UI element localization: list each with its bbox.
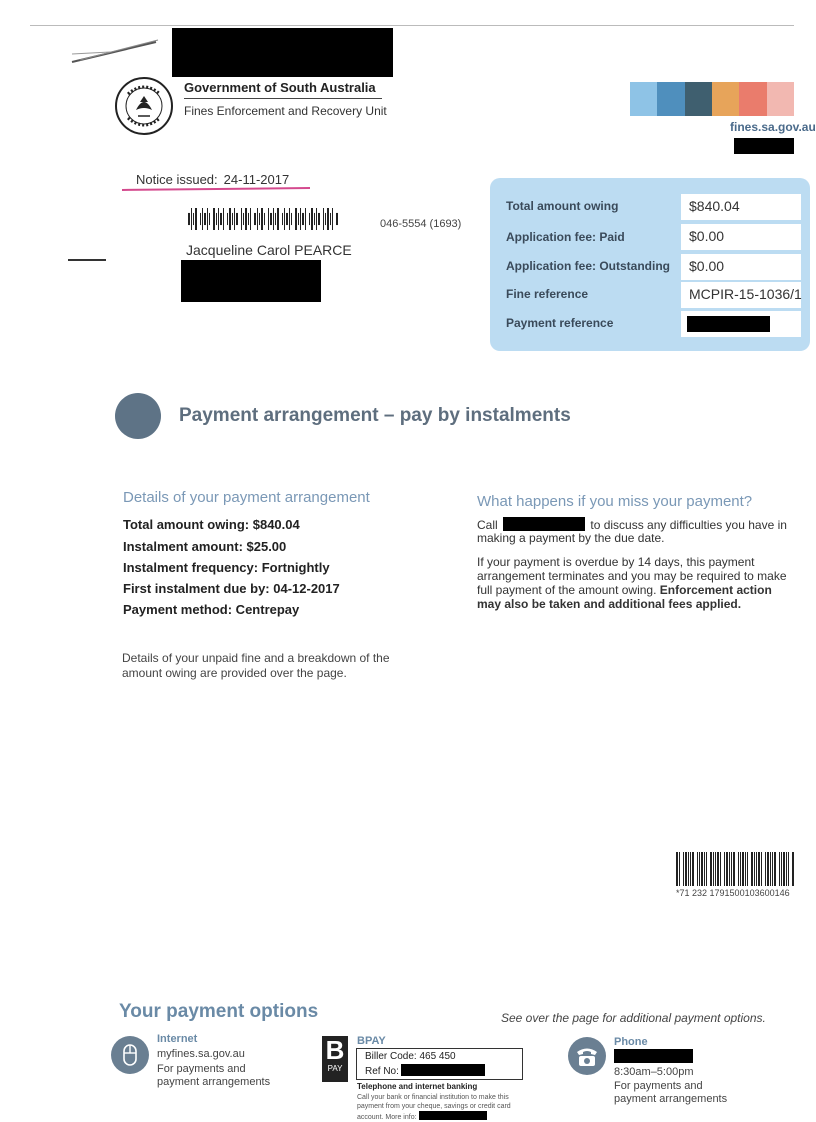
barcode-bar [717, 852, 719, 886]
detail-total: Total amount owing: $840.04 [123, 517, 300, 532]
detail-method: Payment method: Centrepay [123, 602, 300, 617]
barcode-bar [701, 852, 703, 886]
barcode-bar [715, 852, 716, 886]
payment-barcode [676, 852, 794, 886]
barcode-bar [204, 213, 206, 225]
bpay-logo [322, 1036, 348, 1082]
payment-options-title: Your payment options [119, 1001, 319, 1022]
brand-bar [712, 82, 739, 116]
barcode-bar [298, 213, 299, 225]
biller-box [356, 1048, 523, 1080]
barcode-bar [710, 852, 712, 886]
barcode-bar [683, 852, 684, 886]
postal-barcode [188, 208, 338, 230]
brand-bar [739, 82, 766, 116]
barcode-bar [268, 208, 269, 230]
barcode-bar [761, 852, 762, 886]
barcode-bar [257, 208, 258, 230]
signature-pen-mark [70, 38, 160, 64]
barcode-bar [713, 852, 714, 886]
phone-desc: For payments and payment arrangements [614, 1080, 728, 1105]
barcode-bar [311, 208, 313, 230]
detail-instalment-amount: Instalment amount: $25.00 [123, 539, 287, 554]
barcode-bar [245, 208, 247, 230]
summary-label: Total amount owing [506, 199, 619, 213]
highlight-underline [122, 187, 310, 191]
barcode-bar [692, 852, 694, 886]
barcode-bar [325, 213, 326, 225]
barcode-bar [751, 852, 753, 886]
tib-desc: Call your bank or financial institution to make this payment from your cheque, savings or credit card account. More info: [357, 1094, 511, 1121]
missed-call-cont: making a payment by the due date. [477, 531, 665, 545]
internet-desc: For payments and payment arrangements [157, 1063, 271, 1088]
barcode-bar [318, 213, 320, 225]
barcode-bar [742, 852, 744, 886]
call-prefix: Call [477, 518, 498, 532]
see-over-note: See over the page for additional payment options. [501, 1011, 766, 1025]
title-rule [184, 98, 382, 99]
bpay-logo-pay: PAY [327, 1064, 343, 1073]
barcode-bar [336, 213, 338, 225]
barcode-bar [688, 852, 689, 886]
barcode-bar [783, 852, 785, 886]
barcode-number: *71 232 1791500103600146 [676, 888, 790, 898]
notice-label: Notice issued: [136, 172, 218, 187]
redacted-phone-number [614, 1049, 693, 1063]
barcode-bar [232, 213, 233, 225]
call-suffix: to discuss any difficulties you have in [590, 518, 787, 532]
barcode-bar [767, 852, 769, 886]
barcode-bar [209, 213, 210, 225]
bpay-title: BPAY [357, 1035, 386, 1047]
barcode-bar [706, 852, 707, 886]
brand-color-bars [630, 82, 794, 116]
barcode-bar [250, 208, 251, 230]
summary-value: $0.00 [681, 224, 801, 250]
barcode-bar [213, 208, 215, 230]
notice-date: 24-11-2017 [223, 172, 290, 187]
barcode-bar [236, 213, 238, 225]
barcode-bar [704, 852, 705, 886]
barcode-bar [756, 852, 757, 886]
summary-label: Payment reference [506, 316, 614, 330]
mouse-icon [111, 1036, 149, 1074]
barcode-bar [724, 852, 725, 886]
barcode-bar [191, 208, 192, 230]
summary-label: Application fee: Paid [506, 230, 625, 244]
barcode-bar [273, 208, 274, 230]
section-circle-icon [115, 393, 161, 439]
barcode-bar [216, 213, 217, 225]
barcode-bar [720, 852, 721, 886]
summary-value: $840.04 [681, 194, 801, 220]
website-link[interactable]: fines.sa.gov.au [730, 120, 816, 134]
biller-code: Biller Code: 465 450 [365, 1051, 456, 1062]
barcode-bar [259, 213, 260, 225]
barcode-bar [738, 852, 739, 886]
phone-hours: 8:30am–5:00pm [614, 1066, 694, 1078]
barcode-bar [286, 213, 288, 225]
barcode-bar [229, 208, 231, 230]
bpay-logo-b: B [325, 1035, 345, 1065]
government-title: Government of South Australia [184, 80, 376, 95]
barcode-bar [330, 213, 331, 225]
barcode-bar [327, 208, 329, 230]
barcode-bar [270, 213, 272, 225]
barcode-bar [754, 852, 755, 886]
barcode-bar [679, 852, 680, 886]
barcode-bar [747, 852, 748, 886]
redacted-block [172, 28, 393, 77]
barcode-bar [261, 208, 263, 230]
detail-frequency: Instalment frequency: Fortnightly [123, 560, 330, 575]
fold-mark [68, 259, 106, 261]
barcode-bar [731, 852, 732, 886]
barcode-bar [220, 213, 222, 225]
barcode-bar [195, 208, 197, 230]
barcode-bar [241, 208, 242, 230]
barcode-bar [193, 213, 194, 225]
top-rule [30, 25, 794, 26]
barcode-bar [243, 213, 244, 225]
barcode-bar [289, 208, 290, 230]
details-title: Details of your payment arrangement [123, 489, 370, 506]
barcode-bar [745, 852, 746, 886]
ref-label: Ref No: [365, 1066, 399, 1077]
internet-url[interactable]: myfines.sa.gov.au [157, 1048, 245, 1060]
enforcement-text: Enforcement action may also be taken and additional fees applied. [477, 583, 772, 611]
barcode-bar [788, 852, 789, 886]
summary-value: $0.00 [681, 254, 801, 280]
barcode-bar [316, 208, 317, 230]
barcode-bar [309, 213, 310, 225]
barcode-bar [264, 213, 265, 225]
barcode-bar [774, 852, 776, 886]
barcode-bar [227, 213, 228, 225]
ref-no [365, 1064, 514, 1079]
barcode-bar [781, 852, 782, 886]
brand-bar [767, 82, 794, 116]
redacted-ref [401, 1064, 485, 1076]
barcode-bar [772, 852, 773, 886]
phone-icon [568, 1037, 606, 1075]
telephone-banking-title: Telephone and internet banking [357, 1082, 478, 1091]
barcode-bar [188, 213, 190, 225]
barcode-bar [248, 213, 249, 225]
barcode-bar [690, 852, 691, 886]
barcode-bar [300, 208, 301, 230]
brand-bar [630, 82, 657, 116]
barcode-bar [792, 852, 794, 886]
overdue-text: If your payment is overdue by 14 days, this payment arrangement terminates and you may be required to make full payment of the amount owing. [477, 555, 787, 597]
barcode-bar [685, 852, 687, 886]
barcode-bar [277, 208, 279, 230]
barcode-bar [758, 852, 760, 886]
barcode-bar [284, 208, 285, 230]
summary-value: MCPIR-15-1036/1 [681, 282, 801, 308]
barcode-bar [733, 852, 735, 886]
barcode-bar [729, 852, 730, 886]
barcode-bar [223, 208, 224, 230]
barcode-bar [202, 208, 203, 230]
barcode-bar [699, 852, 700, 886]
barcode-bar [779, 852, 780, 886]
barcode-bar [200, 213, 201, 225]
redacted-block [734, 138, 794, 154]
barcode-bar [234, 208, 235, 230]
government-seal-icon [114, 76, 174, 136]
redacted-phone [503, 517, 585, 531]
recipient-name: Jacqueline Carol PEARCE [186, 242, 352, 258]
telephone-banking-text [357, 1093, 537, 1122]
brand-bar [657, 82, 684, 116]
barcode-bar [218, 208, 219, 230]
brand-bar [685, 82, 712, 116]
barcode-bar [740, 852, 741, 886]
detail-first-due: First instalment due by: 04-12-2017 [123, 581, 340, 596]
redacted-info [419, 1111, 487, 1120]
page-heading: Payment arrangement – pay by instalments [179, 405, 571, 426]
barcode-bar [676, 852, 678, 886]
redacted-address [181, 260, 321, 302]
barcode-bar [295, 208, 297, 230]
barcode-bar [726, 852, 728, 886]
missed-overdue-text [477, 555, 794, 611]
barcode-bar [254, 213, 256, 225]
barcode-bar [770, 852, 771, 886]
barcode-bar [207, 208, 208, 230]
barcode-bar [314, 213, 315, 225]
missed-call-line [477, 517, 794, 532]
redacted-payment-reference [687, 316, 770, 332]
notice-issued [136, 172, 289, 187]
missed-title: What happens if you miss your payment? [477, 493, 753, 510]
barcode-bar [697, 852, 698, 886]
barcode-bar [332, 208, 333, 230]
barcode-bar [765, 852, 766, 886]
barcode-bar [275, 213, 276, 225]
government-subtitle: Fines Enforcement and Recovery Unit [184, 104, 387, 118]
details-note: Details of your unpaid fine and a breakdown of the amount owing are provided over the page. [122, 651, 390, 680]
barcode-bar [282, 213, 283, 225]
barcode-bar [786, 852, 787, 886]
barcode-bar [291, 213, 292, 225]
internet-title: Internet [157, 1033, 198, 1045]
barcode-bar [305, 208, 306, 230]
barcode-bar [302, 213, 304, 225]
document-reference: 046-5554 (1693) [380, 218, 462, 230]
barcode-bar [323, 208, 324, 230]
summary-label: Fine reference [506, 287, 589, 301]
summary-label: Application fee: Outstanding [506, 259, 670, 273]
phone-title: Phone [614, 1036, 648, 1048]
